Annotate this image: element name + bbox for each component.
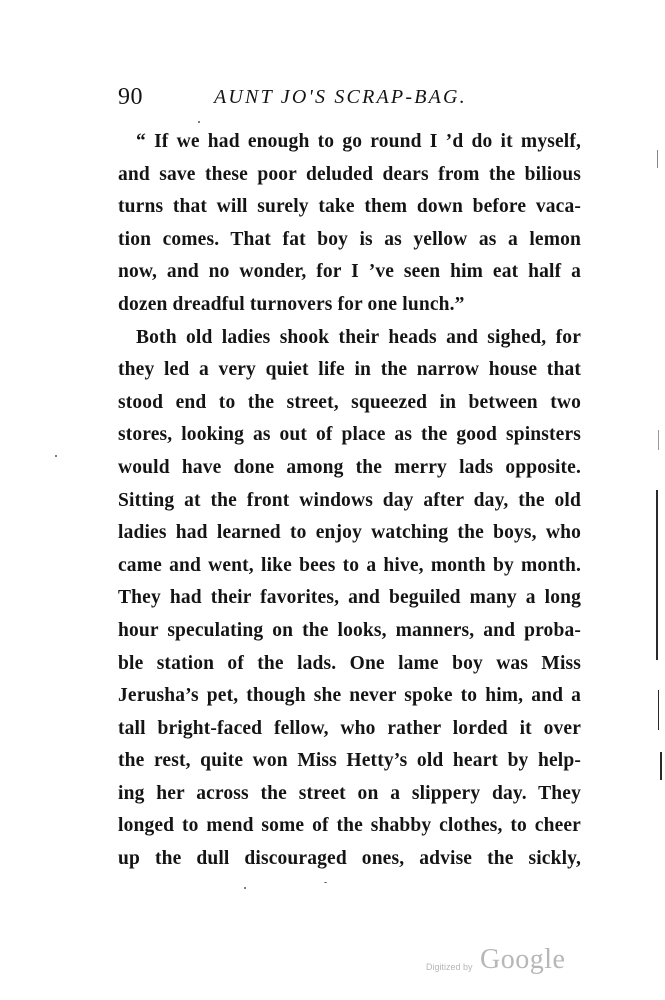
body-text — [118, 126, 581, 876]
text-line: longed to mend some of the shabby clothes, to cheer — [118, 815, 581, 837]
scan-edge-mark — [658, 430, 659, 450]
scan-speck — [324, 882, 327, 883]
text-line: tall bright-faced fellow, who rather lorded it over — [118, 717, 581, 739]
scan-edge-mark — [660, 752, 662, 780]
text-line: “ If we had enough to go round I ’d do it myself, — [136, 131, 581, 152]
text-line: stores, looking as out of place as the good spinsters — [118, 424, 581, 446]
text-line: now, and no wonder, for I ’ve seen him eat half a — [118, 261, 581, 283]
watermark-prefix: Digitized by — [426, 962, 473, 972]
text-line: hour speculating on the looks, manners, and proba- — [118, 619, 581, 641]
text-line: came and went, like bees to a hive, month by month. — [118, 554, 581, 576]
text-line: They had their favorites, and beguiled many a long — [118, 587, 581, 609]
page-number: 90 — [118, 84, 143, 110]
scan-edge-mark — [658, 690, 659, 730]
scan-speck — [244, 887, 246, 889]
text-line: Both old ladies shook their heads and sighed, for — [136, 326, 581, 348]
google-logo: Google — [480, 944, 566, 975]
text-line: they led a very quiet life in the narrow house that — [118, 359, 581, 381]
scan-speck — [198, 121, 200, 123]
text-line: tion comes. That fat boy is as yellow as a lemon — [118, 228, 581, 250]
scan-edge-mark — [657, 150, 658, 168]
text-line: dozen dreadful turnovers for one lunch.” — [118, 293, 465, 315]
text-line: turns that will surely take them down before vaca- — [118, 196, 581, 218]
text-line: stood end to the street, squeezed in between two — [118, 391, 581, 413]
page-header — [118, 84, 558, 116]
text-line: and save these poor deluded dears from the bilious — [118, 163, 581, 185]
running-head: AUNT JO'S SCRAP-BAG. — [214, 86, 467, 108]
text-line: ing her across the street on a slippery day. They — [118, 782, 581, 804]
text-line: the rest, quite won Miss Hetty’s old heart by help- — [118, 750, 581, 772]
text-line: ladies had learned to enjoy watching the boys, who — [118, 522, 581, 544]
text-line: Sitting at the front windows day after day, the old — [118, 489, 581, 511]
text-line: Jerusha’s pet, though she never spoke to him, and a — [118, 685, 581, 707]
text-line: ble station of the lads. One lame boy was Miss — [118, 652, 581, 674]
text-line: would have done among the merry lads opposite. — [118, 456, 581, 478]
scan-edge-mark — [656, 490, 658, 660]
scan-speck — [55, 455, 57, 457]
text-line: up the dull discouraged ones, advise the sickly, — [118, 848, 581, 870]
